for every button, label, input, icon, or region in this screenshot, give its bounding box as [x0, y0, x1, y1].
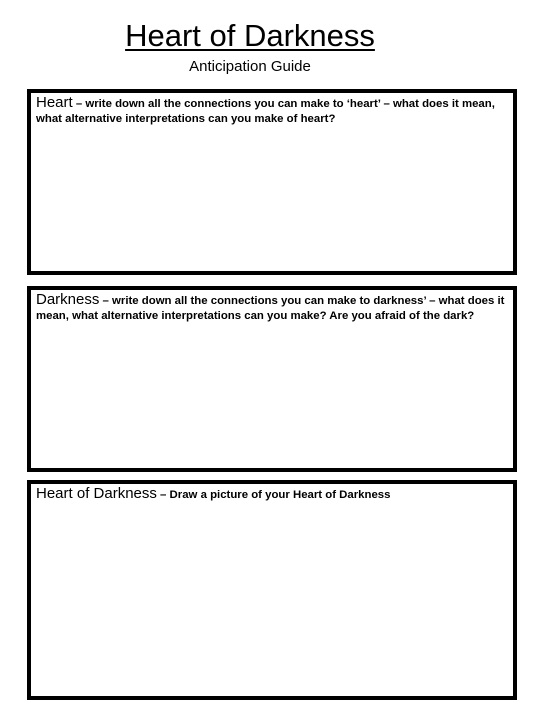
- darkness-prompt: [36, 292, 508, 324]
- drawing-term: Heart of Darkness: [36, 485, 157, 502]
- heart-instruction: – write down all the connections you can make to ‘heart’ – what does it mean, what alternative interpretations can you make of heart?: [36, 98, 495, 125]
- heart-term: Heart: [36, 94, 73, 111]
- page-subtitle: Anticipation Guide: [189, 58, 311, 75]
- page-title: Heart of Darkness: [125, 18, 375, 53]
- darkness-response-box[interactable]: [27, 286, 517, 472]
- drawing-box[interactable]: [27, 480, 517, 700]
- heart-response-box[interactable]: [27, 89, 517, 275]
- heart-prompt: [36, 95, 508, 127]
- drawing-prompt: [36, 486, 508, 503]
- darkness-term: Darkness: [36, 291, 100, 308]
- drawing-instruction: – Draw a picture of your Heart of Darkness: [156, 489, 391, 501]
- darkness-instruction: – write down all the connections you can make to darkness’ – what does it mean, what alternative interpretations can you make? Are you afraid of the dark?: [36, 295, 505, 322]
